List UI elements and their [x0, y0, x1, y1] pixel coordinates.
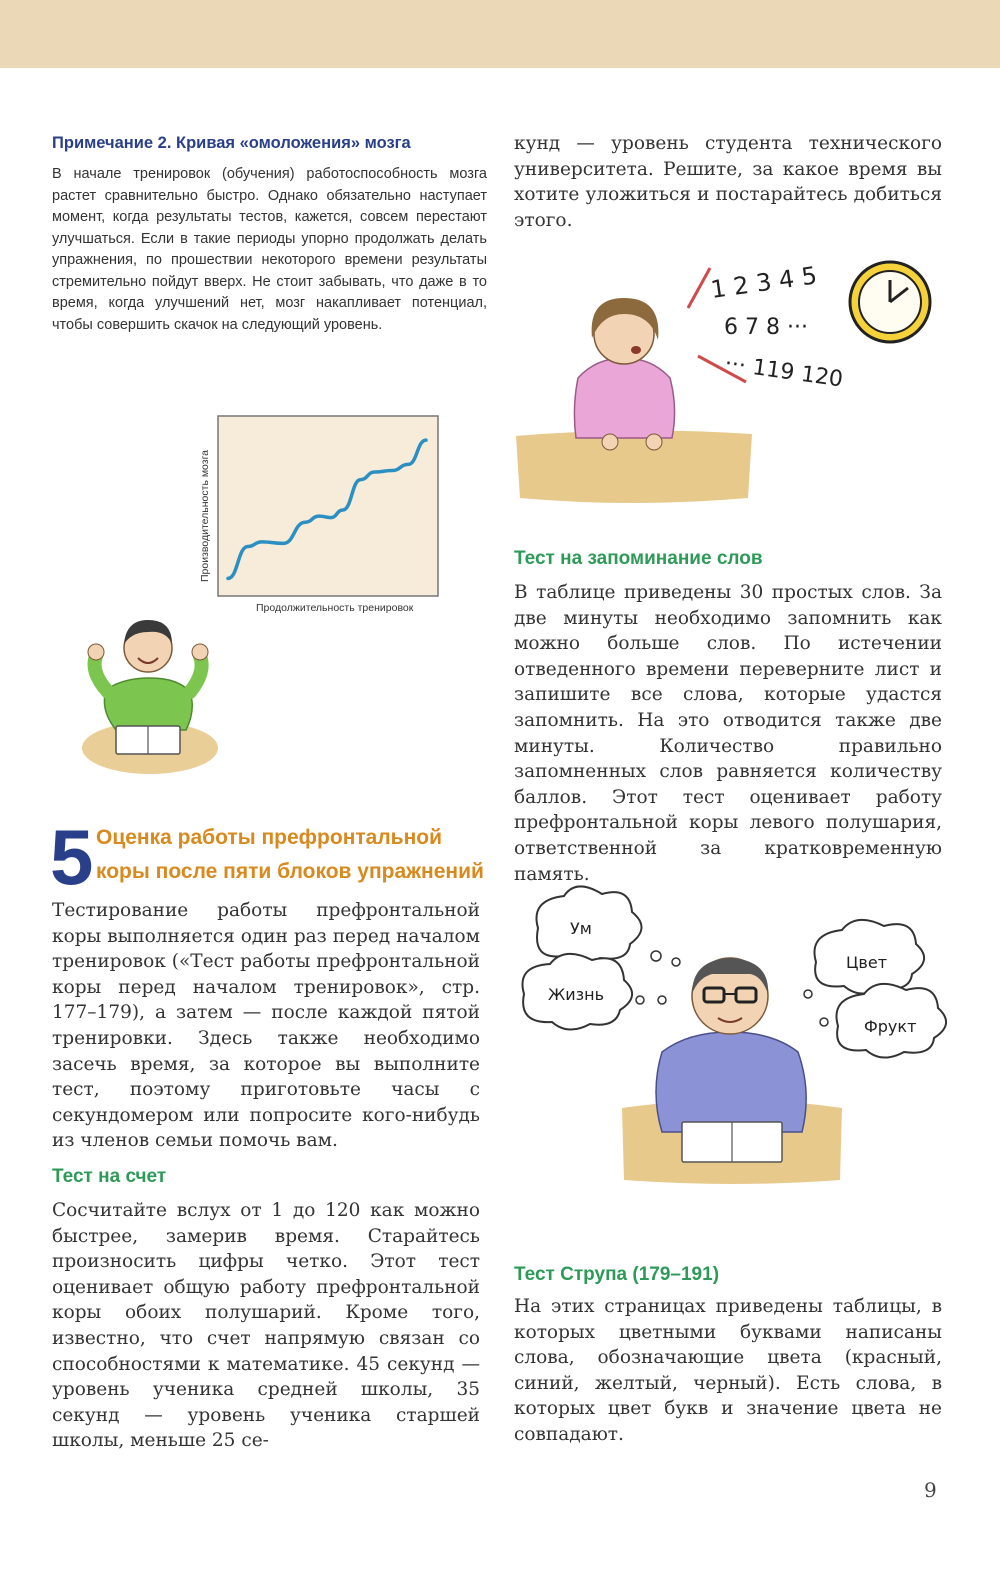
woman-hand-right [646, 434, 662, 450]
woman-hand-left [602, 434, 618, 450]
rejuvenation-curve-chart [190, 410, 460, 620]
man-body [656, 1032, 806, 1132]
note-title: Примечание 2. Кривая «омоложения» мозга [52, 134, 411, 152]
thought-dot-3 [636, 996, 644, 1004]
boy-body [104, 678, 192, 730]
count-test-body: Сосчитайте вслух от 1 до 120 как можно быстрее, замерив время. Старайтесь произносить цифры четко. Этот тест оценивает общую работу префронтальной коры обоих полушарий. Кроме того, известно, что счет напрямую связан со способностями к математике. 45 секунд — уровень ученика средней школы, 35 секунд — уровень ученика старшей школы, меньше 25 се- [52, 1200, 480, 1452]
count-test-heading: Тест на счет [52, 1166, 167, 1187]
memory-test-heading: Тест на запоминание слов [514, 548, 763, 569]
counted-numbers-3: ··· 119 120 [723, 351, 845, 393]
page-number: 9 [924, 1478, 937, 1502]
boy-arm-left [95, 656, 109, 692]
boy-reading-illustration [78, 600, 218, 780]
chart-plot-area [218, 416, 438, 596]
man-thinking-illustration [512, 882, 952, 1182]
chart-x-axis-label: Продолжительность тренировок [256, 602, 414, 614]
section-intro: Тестирование работы префронтальной коры выполняется один раз перед началом тренировок («Тест работы префронтальной коры перед началом тренировок», стр. 177–179), а затем — после каждой пятой тренировки. Здесь также необходимо засечь время, за которое вы выполните тест, поэтому приготовьте часы с секундомером или попросите кого-нибудь из членов семьи помочь вам. [52, 900, 480, 1152]
woman-body [574, 358, 674, 438]
thought-word-2: Жизнь [548, 985, 605, 1004]
boy-fist-left [88, 644, 104, 660]
chart-y-axis-label: Производительность мозга [199, 449, 211, 582]
table-surface [516, 430, 752, 503]
speech-line-1 [688, 268, 710, 308]
thought-dot-5 [804, 990, 812, 998]
stroop-test-heading: Тест Струпа (179–191) [514, 1264, 720, 1285]
count-test-body-continued: кунд — уровень студента технического университета. Решите, за какое время вы хотите уложиться и постарайтесь добиться этого. [514, 133, 942, 231]
section-title: Оценка работы префронтальной коры после пяти блоков упражнений [96, 826, 484, 883]
thought-word-3: Цвет [846, 953, 888, 972]
woman-mouth [631, 346, 641, 354]
thought-word-1: Ум [570, 919, 592, 938]
counted-numbers-1: 1 2 3 4 5 [708, 261, 819, 304]
counted-numbers-2: 6 7 8 ··· [724, 315, 808, 340]
thought-dot-6 [820, 1018, 828, 1026]
stroop-test-body: На этих страницах приведены таблицы, в которых цветными буквами написаны слова, обозначающие цвета (красный, синий, желтый, черный). Есть слова, в которых цвет букв и значение цвета не совпадают. [514, 1296, 942, 1445]
boy-arm-right [190, 656, 202, 692]
memory-test-body: В таблице приведены 30 простых слов. За две минуты необходимо запомнить как можно больше слов. По истечении отведенного времени переверните лист и запишите все слова, которые удастся запомнить. На это отводится также две минуты. Количество правильно запомненных слов равняется количеству баллов. Этот тест оценивает работу префронтальной коры левого полушария, ответственной за кратковременную память. [514, 582, 942, 885]
top-color-band [0, 0, 1000, 68]
note-body: В начале тренировок (обучения) работоспособность мозга растет сравнительно быстро. Однако обязательно наступает момент, когда результаты тестов, кажется, совсем перестают улучшаться. Если в такие периоды упорно продолжать делать упражнения, по прошествии некоторого времени результаты стремительно пойдут вверх. Не стоит забывать, что даже в то время, когда улучшений нет, мозг накапливает потенциал, чтобы совершить скачок на следующий уровень. [52, 166, 487, 333]
thought-word-4: Фрукт [864, 1017, 917, 1036]
section-number: 5 [50, 813, 94, 901]
thought-dot-2 [672, 958, 680, 966]
boy-fist-right [192, 644, 208, 660]
thought-dot-4 [658, 996, 666, 1004]
woman-counting-illustration [512, 258, 952, 508]
thought-dot-1 [651, 951, 661, 961]
